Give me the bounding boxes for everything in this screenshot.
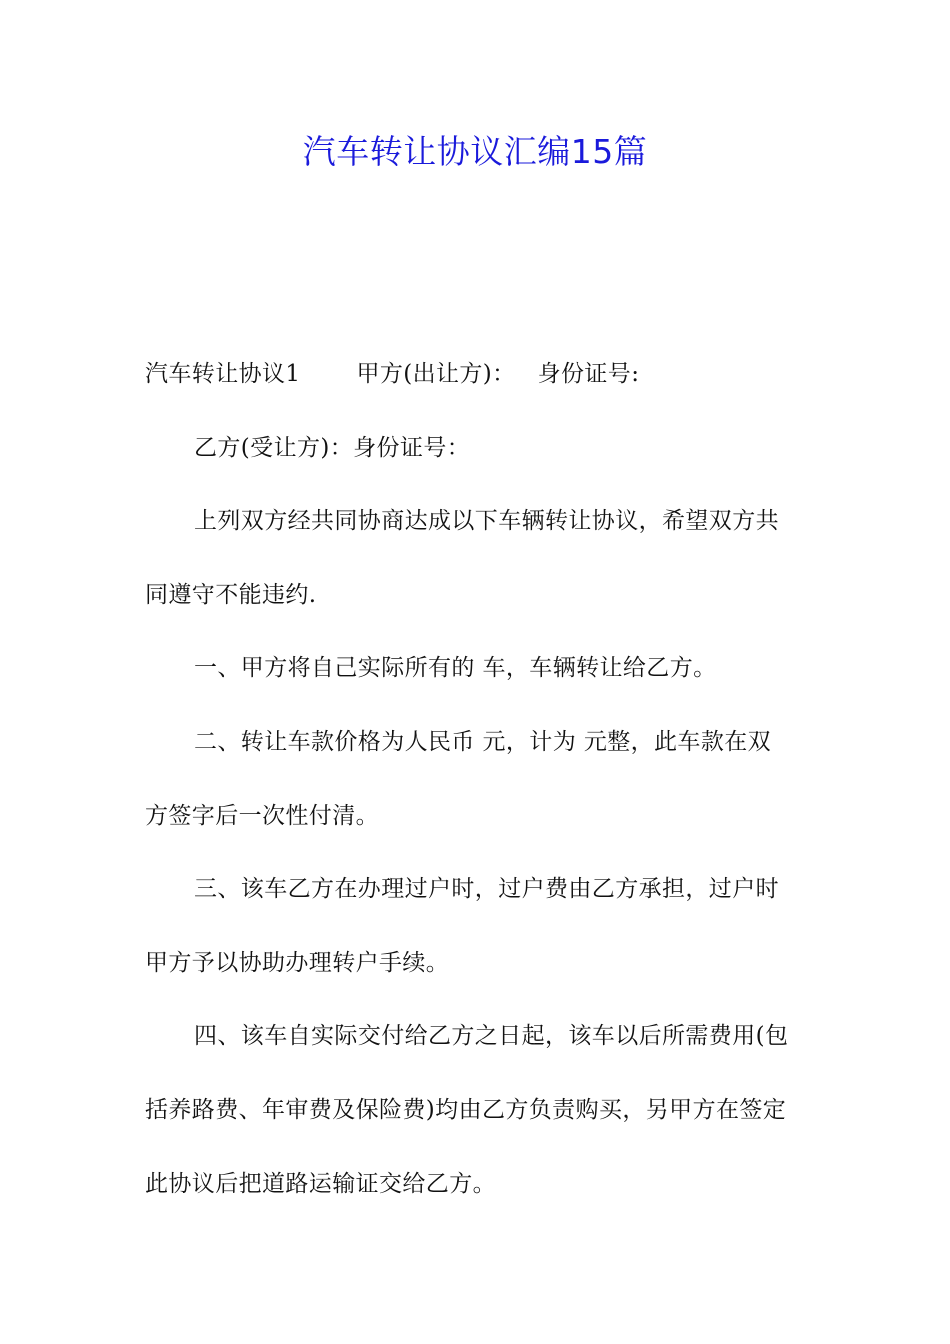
clause-2-line: 方签字后一次性付清。 [145, 802, 379, 829]
agreement-heading-line [145, 338, 811, 412]
agreement-label: 汽车转让协议1 [145, 361, 301, 387]
document-title: 汽车转让协议汇编15篇 [302, 132, 648, 171]
clause-3-line: 三、该车乙方在办理过户时，过户费由乙方承担，过户时 [194, 876, 779, 903]
party-a-id-label: 身份证号: [537, 361, 640, 387]
clause-4-line: 括养路费、年审费及保险费)均由乙方负责购买，另甲方在签定 [145, 1096, 787, 1123]
party-b-line: 乙方(受让方)：身份证号： [194, 434, 471, 461]
clause-4-line: 此协议后把道路运输证交给乙方。 [145, 1170, 496, 1197]
clause-2-line: 二、转让车款价格为人民币 元，计为 元整，此车款在双 [194, 728, 772, 755]
paragraph-line: 同遵守不能违约. [145, 581, 317, 608]
clause-4-line: 四、该车自实际交付给乙方之日起，该车以后所需费用(包 [194, 1023, 789, 1050]
document-body [145, 338, 811, 1221]
clause-3-line: 甲方予以协助办理转户手续。 [145, 949, 450, 976]
clause-1-line: 一、甲方将自己实际所有的 车，车辆转让给乙方。 [194, 655, 717, 682]
paragraph-line: 上列双方经共同协商达成以下车辆转让协议，希望双方共 [194, 508, 779, 535]
party-a-label: 甲方(出让方)： [356, 361, 516, 387]
